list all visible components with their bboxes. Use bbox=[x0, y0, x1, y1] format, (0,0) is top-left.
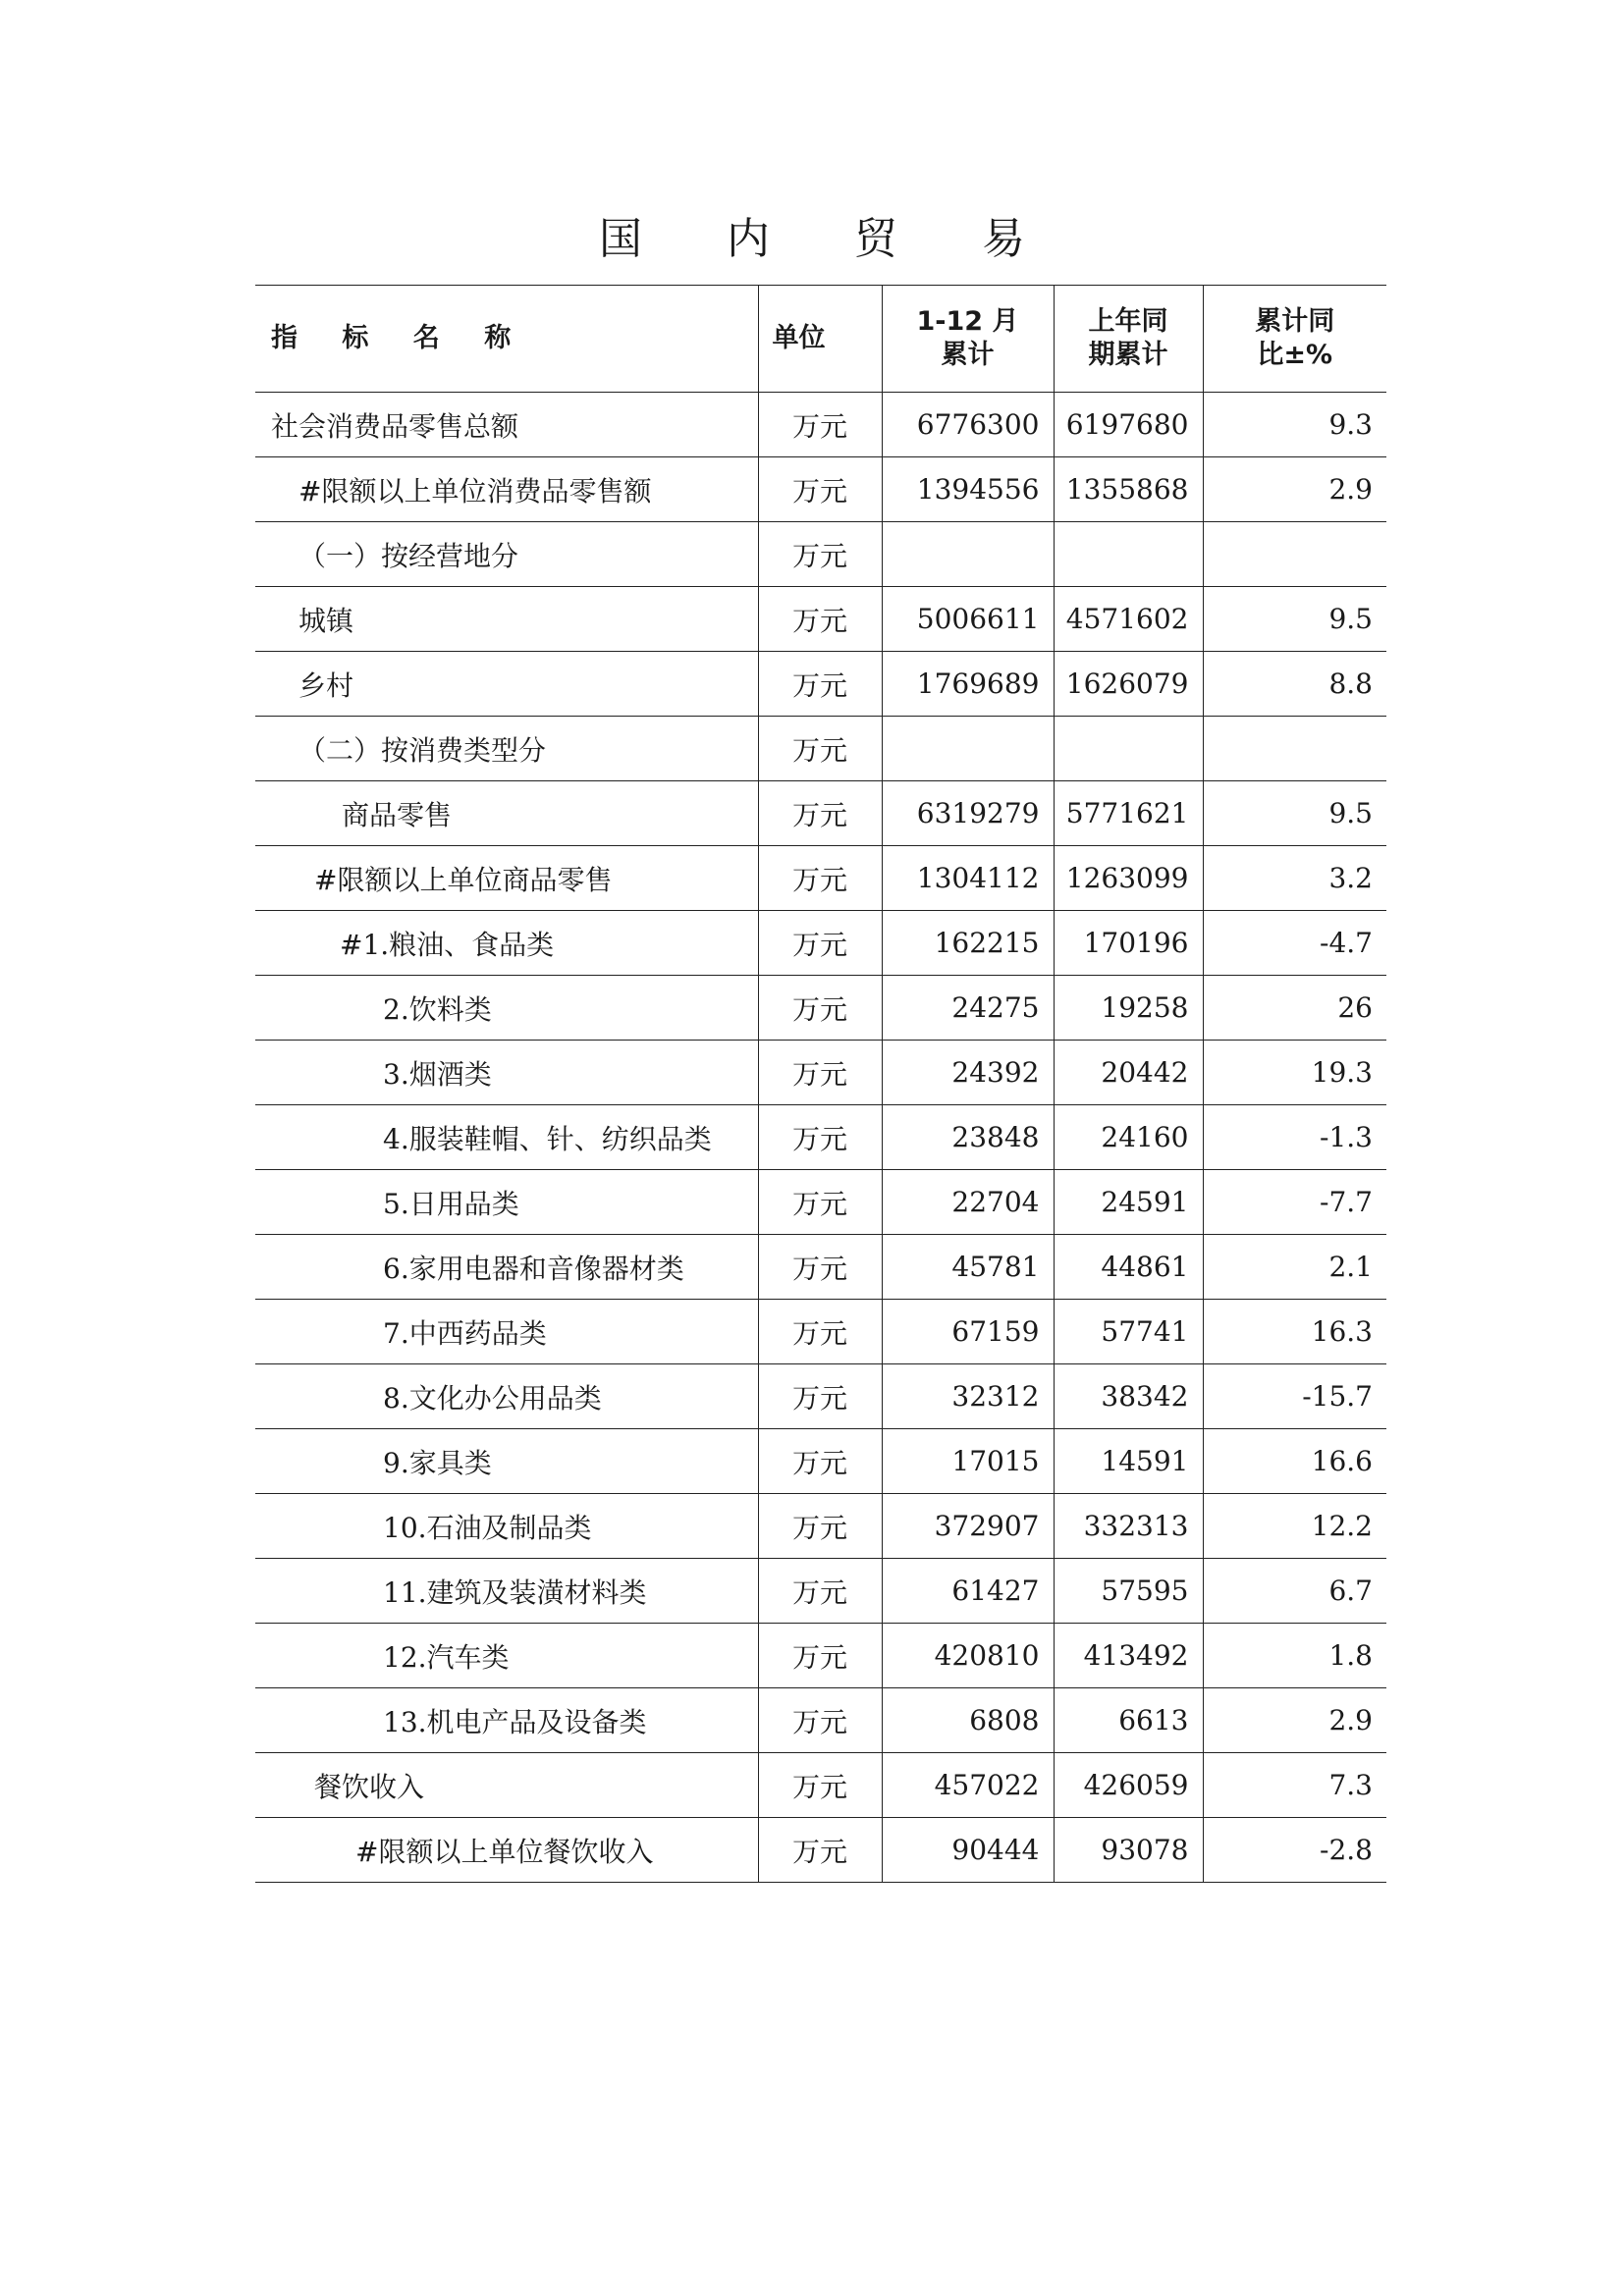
header-previous-line2: 期累计 bbox=[1088, 340, 1168, 370]
row-indicator-name: 商品零售 bbox=[255, 781, 758, 846]
table-row bbox=[255, 781, 1386, 846]
row-yoy-change: 1.8 bbox=[1203, 1624, 1386, 1688]
row-indicator-name: （一）按经营地分 bbox=[255, 522, 758, 587]
row-unit: 万元 bbox=[758, 1559, 882, 1624]
row-indicator-name: 乡村 bbox=[255, 652, 758, 717]
table-row bbox=[255, 1624, 1386, 1688]
table-row bbox=[255, 1041, 1386, 1105]
row-yoy-change: 12.2 bbox=[1203, 1494, 1386, 1559]
row-indicator-name: #限额以上单位消费品零售额 bbox=[255, 457, 758, 522]
table-row bbox=[255, 1818, 1386, 1883]
row-current-cumulative: 6776300 bbox=[882, 393, 1054, 457]
row-unit: 万元 bbox=[758, 1494, 882, 1559]
row-indicator-name: 3.烟酒类 bbox=[255, 1041, 758, 1105]
row-current-cumulative: 90444 bbox=[882, 1818, 1054, 1883]
row-current-cumulative: 23848 bbox=[882, 1105, 1054, 1170]
row-indicator-name: （二）按消费类型分 bbox=[255, 717, 758, 781]
row-current-cumulative: 1769689 bbox=[882, 652, 1054, 717]
row-yoy-change: 26 bbox=[1203, 976, 1386, 1041]
page-title: 国 内 贸 易 bbox=[599, 214, 1060, 264]
header-indicator-name: 指 标 名 称 bbox=[255, 286, 758, 393]
row-previous-cumulative: 14591 bbox=[1054, 1429, 1203, 1494]
row-previous-cumulative: 413492 bbox=[1054, 1624, 1203, 1688]
row-yoy-change: -4.7 bbox=[1203, 911, 1386, 976]
row-previous-cumulative: 170196 bbox=[1054, 911, 1203, 976]
row-previous-cumulative bbox=[1054, 522, 1203, 587]
row-previous-cumulative: 4571602 bbox=[1054, 587, 1203, 652]
row-current-cumulative: 17015 bbox=[882, 1429, 1054, 1494]
row-previous-cumulative: 93078 bbox=[1054, 1818, 1203, 1883]
row-unit: 万元 bbox=[758, 1170, 882, 1235]
row-indicator-name: 8.文化办公用品类 bbox=[255, 1364, 758, 1429]
domestic-trade-table bbox=[255, 285, 1386, 1883]
row-yoy-change: 8.8 bbox=[1203, 652, 1386, 717]
row-indicator-name: 9.家具类 bbox=[255, 1429, 758, 1494]
row-previous-cumulative: 24160 bbox=[1054, 1105, 1203, 1170]
row-yoy-change: 2.9 bbox=[1203, 457, 1386, 522]
row-yoy-change bbox=[1203, 522, 1386, 587]
row-previous-cumulative: 38342 bbox=[1054, 1364, 1203, 1429]
table-row bbox=[255, 1429, 1386, 1494]
row-yoy-change: 9.5 bbox=[1203, 781, 1386, 846]
row-previous-cumulative bbox=[1054, 717, 1203, 781]
row-unit: 万元 bbox=[758, 1818, 882, 1883]
row-unit: 万元 bbox=[758, 846, 882, 911]
row-yoy-change: -7.7 bbox=[1203, 1170, 1386, 1235]
row-previous-cumulative: 20442 bbox=[1054, 1041, 1203, 1105]
row-indicator-name: #限额以上单位商品零售 bbox=[255, 846, 758, 911]
row-indicator-name: 11.建筑及装潢材料类 bbox=[255, 1559, 758, 1624]
row-yoy-change: 3.2 bbox=[1203, 846, 1386, 911]
row-unit: 万元 bbox=[758, 1364, 882, 1429]
row-indicator-name: 12.汽车类 bbox=[255, 1624, 758, 1688]
table-row bbox=[255, 1105, 1386, 1170]
table-row bbox=[255, 1170, 1386, 1235]
row-previous-cumulative: 1355868 bbox=[1054, 457, 1203, 522]
row-previous-cumulative: 5771621 bbox=[1054, 781, 1203, 846]
table-row bbox=[255, 1300, 1386, 1364]
row-indicator-name: 7.中西药品类 bbox=[255, 1300, 758, 1364]
table-row bbox=[255, 522, 1386, 587]
row-unit: 万元 bbox=[758, 1624, 882, 1688]
row-unit: 万元 bbox=[758, 393, 882, 457]
row-unit: 万元 bbox=[758, 522, 882, 587]
row-unit: 万元 bbox=[758, 1235, 882, 1300]
row-current-cumulative: 6319279 bbox=[882, 781, 1054, 846]
row-indicator-name: 4.服装鞋帽、针、纺织品类 bbox=[255, 1105, 758, 1170]
table-row bbox=[255, 911, 1386, 976]
row-previous-cumulative: 6613 bbox=[1054, 1688, 1203, 1753]
header-current-cumulative bbox=[882, 286, 1054, 393]
row-previous-cumulative: 426059 bbox=[1054, 1753, 1203, 1818]
row-current-cumulative: 32312 bbox=[882, 1364, 1054, 1429]
row-current-cumulative: 162215 bbox=[882, 911, 1054, 976]
row-previous-cumulative: 1263099 bbox=[1054, 846, 1203, 911]
row-indicator-name: #1.粮油、食品类 bbox=[255, 911, 758, 976]
row-indicator-name: 城镇 bbox=[255, 587, 758, 652]
row-unit: 万元 bbox=[758, 1753, 882, 1818]
header-previous-cumulative bbox=[1054, 286, 1203, 393]
header-yoy-change bbox=[1203, 286, 1386, 393]
row-yoy-change: 19.3 bbox=[1203, 1041, 1386, 1105]
header-previous-line1: 上年同 bbox=[1088, 306, 1168, 337]
row-previous-cumulative: 19258 bbox=[1054, 976, 1203, 1041]
row-unit: 万元 bbox=[758, 976, 882, 1041]
row-yoy-change: 2.9 bbox=[1203, 1688, 1386, 1753]
row-current-cumulative: 6808 bbox=[882, 1688, 1054, 1753]
row-previous-cumulative: 332313 bbox=[1054, 1494, 1203, 1559]
table-body bbox=[255, 393, 1386, 1883]
row-current-cumulative: 22704 bbox=[882, 1170, 1054, 1235]
row-current-cumulative: 1304112 bbox=[882, 846, 1054, 911]
table-row bbox=[255, 846, 1386, 911]
row-unit: 万元 bbox=[758, 652, 882, 717]
row-current-cumulative bbox=[882, 717, 1054, 781]
row-yoy-change: 16.6 bbox=[1203, 1429, 1386, 1494]
table-header-row bbox=[255, 286, 1386, 393]
row-yoy-change: 9.5 bbox=[1203, 587, 1386, 652]
row-indicator-name: 5.日用品类 bbox=[255, 1170, 758, 1235]
row-previous-cumulative: 57595 bbox=[1054, 1559, 1203, 1624]
table-row bbox=[255, 1559, 1386, 1624]
row-yoy-change: 6.7 bbox=[1203, 1559, 1386, 1624]
row-unit: 万元 bbox=[758, 717, 882, 781]
row-indicator-name: 社会消费品零售总额 bbox=[255, 393, 758, 457]
row-indicator-name: 13.机电产品及设备类 bbox=[255, 1688, 758, 1753]
table-row bbox=[255, 457, 1386, 522]
table-row bbox=[255, 717, 1386, 781]
row-unit: 万元 bbox=[758, 587, 882, 652]
table-row bbox=[255, 393, 1386, 457]
row-unit: 万元 bbox=[758, 1429, 882, 1494]
row-previous-cumulative: 44861 bbox=[1054, 1235, 1203, 1300]
row-yoy-change: -15.7 bbox=[1203, 1364, 1386, 1429]
row-current-cumulative: 457022 bbox=[882, 1753, 1054, 1818]
row-yoy-change: 7.3 bbox=[1203, 1753, 1386, 1818]
row-current-cumulative: 5006611 bbox=[882, 587, 1054, 652]
row-unit: 万元 bbox=[758, 911, 882, 976]
header-current-line2: 累计 bbox=[941, 340, 995, 370]
row-current-cumulative: 1394556 bbox=[882, 457, 1054, 522]
row-previous-cumulative: 6197680 bbox=[1054, 393, 1203, 457]
row-previous-cumulative: 1626079 bbox=[1054, 652, 1203, 717]
row-indicator-name: 2.饮料类 bbox=[255, 976, 758, 1041]
row-current-cumulative: 61427 bbox=[882, 1559, 1054, 1624]
row-current-cumulative: 420810 bbox=[882, 1624, 1054, 1688]
table-row bbox=[255, 1688, 1386, 1753]
row-yoy-change: 9.3 bbox=[1203, 393, 1386, 457]
table-row bbox=[255, 1235, 1386, 1300]
row-indicator-name: 餐饮收入 bbox=[255, 1753, 758, 1818]
row-unit: 万元 bbox=[758, 1688, 882, 1753]
row-indicator-name: #限额以上单位餐饮收入 bbox=[355, 1835, 654, 1868]
row-previous-cumulative: 24591 bbox=[1054, 1170, 1203, 1235]
row-indicator-name: 10.石油及制品类 bbox=[255, 1494, 758, 1559]
table-row bbox=[255, 587, 1386, 652]
table-row bbox=[255, 1753, 1386, 1818]
row-unit: 万元 bbox=[758, 1300, 882, 1364]
row-current-cumulative: 24392 bbox=[882, 1041, 1054, 1105]
row-current-cumulative bbox=[882, 522, 1054, 587]
row-yoy-change: 2.1 bbox=[1203, 1235, 1386, 1300]
header-change-line1: 累计同 bbox=[1255, 306, 1335, 337]
header-current-line1: 1-12 月 bbox=[916, 306, 1019, 337]
header-unit: 单位 bbox=[758, 286, 882, 393]
row-unit: 万元 bbox=[758, 457, 882, 522]
row-unit: 万元 bbox=[758, 781, 882, 846]
table-row bbox=[255, 652, 1386, 717]
row-yoy-change: -1.3 bbox=[1203, 1105, 1386, 1170]
row-current-cumulative: 24275 bbox=[882, 976, 1054, 1041]
row-unit: 万元 bbox=[758, 1041, 882, 1105]
table-row bbox=[255, 976, 1386, 1041]
table-row bbox=[255, 1364, 1386, 1429]
row-current-cumulative: 67159 bbox=[882, 1300, 1054, 1364]
row-indicator-name: 6.家用电器和音像器材类 bbox=[255, 1235, 758, 1300]
row-current-cumulative: 372907 bbox=[882, 1494, 1054, 1559]
header-change-line2: 比±% bbox=[1257, 340, 1333, 370]
row-current-cumulative: 45781 bbox=[882, 1235, 1054, 1300]
table-row bbox=[255, 1494, 1386, 1559]
row-yoy-change: -2.8 bbox=[1203, 1818, 1386, 1883]
row-yoy-change bbox=[1203, 717, 1386, 781]
row-unit: 万元 bbox=[758, 1105, 882, 1170]
row-previous-cumulative: 57741 bbox=[1054, 1300, 1203, 1364]
row-yoy-change: 16.3 bbox=[1203, 1300, 1386, 1364]
